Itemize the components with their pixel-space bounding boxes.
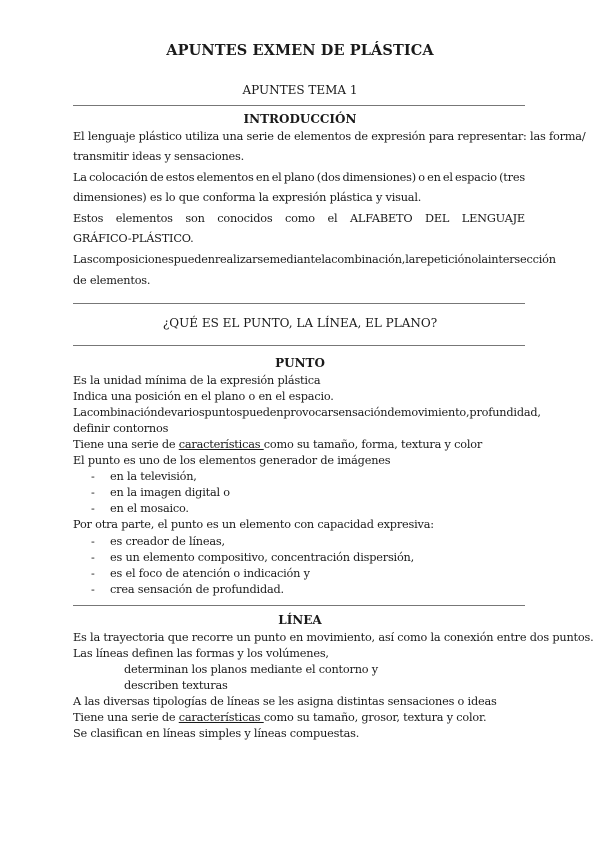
word: repetición (415, 253, 472, 266)
word: colocación (89, 171, 148, 184)
punto-line (73, 406, 541, 420)
divider (73, 605, 525, 606)
intro-p2-line2: dimensiones) es lo que conforma la expresión plástica y visual. (73, 191, 422, 204)
list-item: crea sensación de profundidad. (110, 583, 284, 596)
list-bullet: - (91, 470, 95, 483)
word: DEL (424, 212, 450, 225)
word: pueden (173, 253, 215, 266)
word: o (418, 171, 425, 184)
intro-p1-line2: transmitir ideas y sensaciones. (73, 150, 245, 163)
word: la (477, 253, 488, 266)
list-item: en la televisión, (110, 470, 197, 483)
word: dimensiones) (342, 171, 416, 184)
word: profundidad, (469, 406, 541, 419)
word: el (442, 171, 453, 184)
underlined-term: características (178, 438, 264, 451)
word: La (73, 406, 87, 419)
list-bullet: - (91, 567, 95, 580)
text-fragment: Tiene una serie de (73, 711, 179, 724)
intro-p1-line1: El lenguaje plástico utiliza una serie de elementos de expresión para representar: las forma/ (73, 130, 586, 143)
intro-p3-line2: GRÁFICO-PLÁSTICO. (73, 232, 194, 245)
intro-p3-line1 (73, 212, 525, 226)
word: plano (283, 171, 315, 184)
word: LENGUAJE (461, 212, 525, 225)
linea-heading: LÍNEA (278, 613, 322, 627)
word: estos (165, 171, 195, 184)
word: mediante (269, 253, 322, 266)
word: la (405, 253, 416, 266)
list-item: es creador de líneas, (110, 535, 225, 548)
word: intersección (487, 253, 556, 266)
punto-line: Indica una posición en el plano o en el espacio. (73, 390, 334, 403)
word: espacio (455, 171, 497, 184)
intro-p4-line1 (73, 253, 556, 267)
list-bullet: - (91, 502, 95, 515)
word: ALFABETO (349, 212, 413, 225)
word: (dos (316, 171, 341, 184)
word: en (427, 171, 441, 184)
punto-heading: PUNTO (275, 356, 325, 370)
word: de (157, 406, 171, 419)
word: elementos (115, 212, 173, 225)
word: puntos (204, 406, 243, 419)
word: provocar (283, 406, 333, 419)
word: Las (73, 253, 93, 266)
word: conocidos (217, 212, 273, 225)
list-item: es el foco de atención o indicación y (110, 567, 310, 580)
word: la (321, 253, 332, 266)
text-fragment: como su tamaño, grosor, textura y color. (263, 711, 487, 724)
punto-line: definir contornos (73, 422, 169, 435)
linea-line: Las líneas definen las formas y los volúmenes, (73, 647, 329, 660)
divider (73, 303, 525, 304)
word: composiciones (92, 253, 174, 266)
list-bullet: - (91, 551, 95, 564)
word: o (471, 253, 478, 266)
word: el (271, 171, 282, 184)
intro-p2-line1 (73, 171, 525, 185)
punto-line (73, 438, 482, 452)
word: (tres (499, 171, 525, 184)
word: varios (170, 406, 205, 419)
list-item: es un elemento compositivo, concentración dispersión, (110, 551, 415, 564)
word: de (149, 171, 164, 184)
word: combinación, (331, 253, 406, 266)
linea-line: describen texturas (124, 679, 228, 692)
text-fragment: como su tamaño, forma, textura y color (263, 438, 483, 451)
word: elementos (196, 171, 254, 184)
word: sensación (332, 406, 388, 419)
punto-line: Por otra parte, el punto es un elemento con capacidad expresiva: (73, 518, 434, 531)
word: combinación (86, 406, 158, 419)
word: como (285, 212, 315, 225)
word: Estos (73, 212, 104, 225)
list-bullet: - (91, 583, 95, 596)
word: el (327, 212, 338, 225)
linea-line: Se clasifican en líneas simples y líneas compuestas. (73, 727, 360, 740)
word: son (185, 212, 205, 225)
divider (73, 345, 525, 346)
list-item: en la imagen digital o (110, 486, 230, 499)
punto-line: El punto es uno de los elementos generador de imágenes (73, 454, 391, 467)
word: La (73, 171, 87, 184)
text-fragment: Tiene una serie de (73, 438, 179, 451)
linea-line: A las diversas tipologías de líneas se les asigna distintas sensaciones o ideas (73, 695, 497, 708)
list-bullet: - (91, 535, 95, 548)
punto-line: Es la unidad mínima de la expresión plástica (73, 374, 321, 387)
intro-p4-line2: de elementos. (73, 274, 151, 287)
question-heading: ¿QUÉ ES EL PUNTO, LA LÍNEA, EL PLANO? (162, 316, 438, 330)
linea-line: determinan los planos mediante el contorno y (124, 663, 378, 676)
linea-line: Es la trayectoria que recorre un punto en movimiento, así como la conexión entre dos puntos. (73, 631, 594, 644)
underlined-term: características (178, 711, 264, 724)
document-subtitle: APUNTES TEMA 1 (242, 83, 358, 97)
word: movimiento, (400, 406, 470, 419)
document-title: APUNTES EXMEN DE PLÁSTICA (166, 42, 434, 59)
linea-line (73, 711, 486, 725)
intro-heading: INTRODUCCIÓN (243, 112, 357, 126)
list-item: en el mosaico. (110, 502, 189, 515)
word: de (387, 406, 401, 419)
word: pueden (242, 406, 284, 419)
word: en (255, 171, 270, 184)
word: realizarse (214, 253, 270, 266)
divider (73, 105, 525, 106)
list-bullet: - (91, 486, 95, 499)
